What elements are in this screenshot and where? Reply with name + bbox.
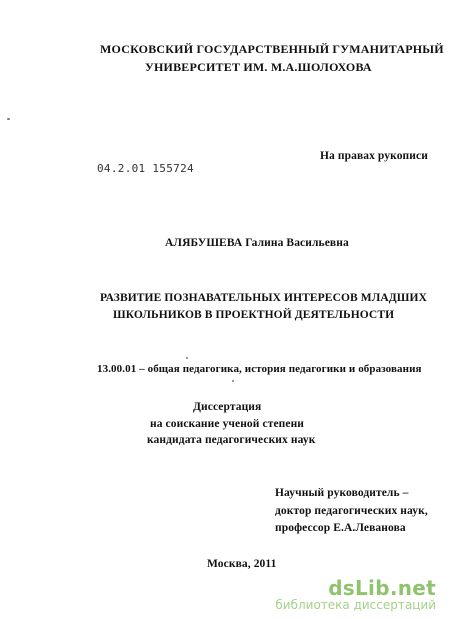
author-name: АЛЯБУШЕВА Галина Васильевна [165, 237, 349, 249]
supervisor-degree: доктор педагогических наук, [275, 505, 428, 517]
scan-speck [186, 357, 188, 359]
archive-stamp-number: 04.2.01 155724 [97, 162, 194, 175]
dissertation-title-line-2: ШКОЛЬНИКОВ В ПРОЕКТНОЙ ДЕЯТЕЛЬНОСТИ [113, 309, 395, 321]
dslib-subtitle: библиотека диссертаций [275, 598, 436, 612]
thesis-type: Диссертация [193, 401, 262, 413]
thesis-degree-line-1: на соискание ученой степени [150, 418, 305, 430]
city-year: Москва, 2011 [207, 558, 277, 570]
scan-speck [7, 118, 10, 120]
university-line-1: МОСКОВСКИЙ ГОСУДАРСТВЕННЫЙ ГУМАНИТАРНЫЙ [100, 42, 444, 56]
dissertation-title-line-1: РАЗВИТИЕ ПОЗНАВАТЕЛЬНЫХ ИНТЕРЕСОВ МЛАДШИХ [100, 292, 427, 304]
specialty-code: 13.00.01 – общая педагогика, история педагогики и образования [97, 363, 422, 375]
scan-speck [232, 380, 234, 382]
thesis-degree-line-2: кандидата педагогических наук [147, 434, 316, 446]
supervisor-name: профессор Е.А.Леванова [275, 522, 406, 534]
dslib-logo: dsLib.net [328, 576, 436, 600]
manuscript-rights-note: На правах рукописи [320, 150, 428, 162]
dslib-watermark [275, 578, 436, 612]
supervisor-label: Научный руководитель – [275, 487, 409, 499]
university-line-2: УНИВЕРСИТЕТ ИМ. М.А.ШОЛОХОВА [145, 60, 372, 74]
